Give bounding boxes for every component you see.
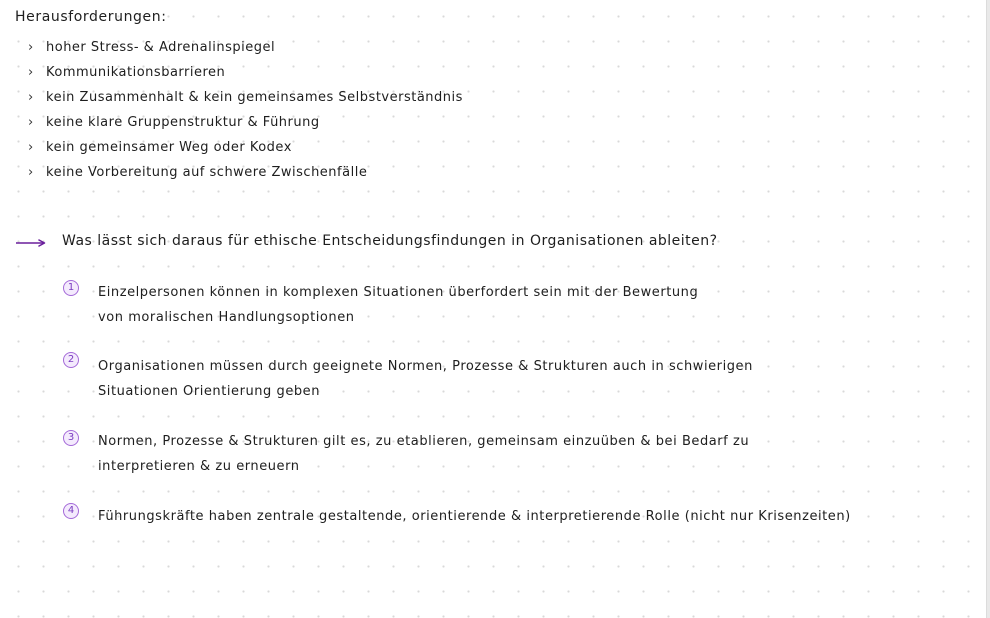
- right-arrow-icon: [16, 239, 46, 247]
- number-badge: 2: [63, 352, 79, 368]
- point-text: Situationen Orientierung geben: [98, 384, 321, 399]
- challenge-item: [28, 65, 225, 80]
- chevron-right-icon: ›: [28, 40, 34, 55]
- point-text: Führungskräfte haben zentrale gestaltende, orientierende & interpretierende Rolle (nicht nur Krisenzeiten): [98, 509, 851, 524]
- challenge-text: kein Zusammenhalt & kein gemeinsames Selbstverständnis: [46, 90, 463, 105]
- challenge-item: [28, 165, 367, 180]
- chevron-right-icon: ›: [28, 90, 34, 105]
- number-badge: 3: [63, 430, 79, 446]
- chevron-right-icon: ›: [28, 65, 34, 80]
- challenge-item: [28, 115, 320, 130]
- challenge-item: [28, 40, 275, 55]
- page-edge: [986, 0, 990, 618]
- number-badge: 1: [63, 280, 79, 296]
- number-badge: 4: [63, 503, 79, 519]
- point-text: Organisationen müssen durch geeignete Normen, Prozesse & Strukturen auch in schwierigen: [98, 359, 753, 374]
- chevron-right-icon: ›: [28, 115, 34, 130]
- point-text: Normen, Prozesse & Strukturen gilt es, zu etablieren, gemeinsam einzuüben & bei Bedarf zu: [98, 434, 750, 449]
- chevron-right-icon: ›: [28, 165, 34, 180]
- challenge-text: kein gemeinsamer Weg oder Kodex: [46, 140, 292, 155]
- challenge-text: Kommunikationsbarrieren: [46, 65, 226, 80]
- point-text: interpretieren & zu erneuern: [98, 459, 300, 474]
- challenge-text: hoher Stress- & Adrenalinspiegel: [46, 40, 276, 55]
- challenge-item: [28, 90, 463, 105]
- page-title: Herausforderungen:: [15, 9, 167, 25]
- guiding-question: Was lässt sich daraus für ethische Entscheidungsfindungen in Organisationen ableiten?: [62, 233, 718, 249]
- challenge-text: keine Vorbereitung auf schwere Zwischenfälle: [46, 165, 368, 180]
- challenge-item: [28, 140, 292, 155]
- point-text: von moralischen Handlungsoptionen: [98, 310, 355, 325]
- chevron-right-icon: ›: [28, 140, 34, 155]
- point-text: Einzelpersonen können in komplexen Situationen überfordert sein mit der Bewertung: [98, 285, 699, 300]
- challenge-text: keine klare Gruppenstruktur & Führung: [46, 115, 320, 130]
